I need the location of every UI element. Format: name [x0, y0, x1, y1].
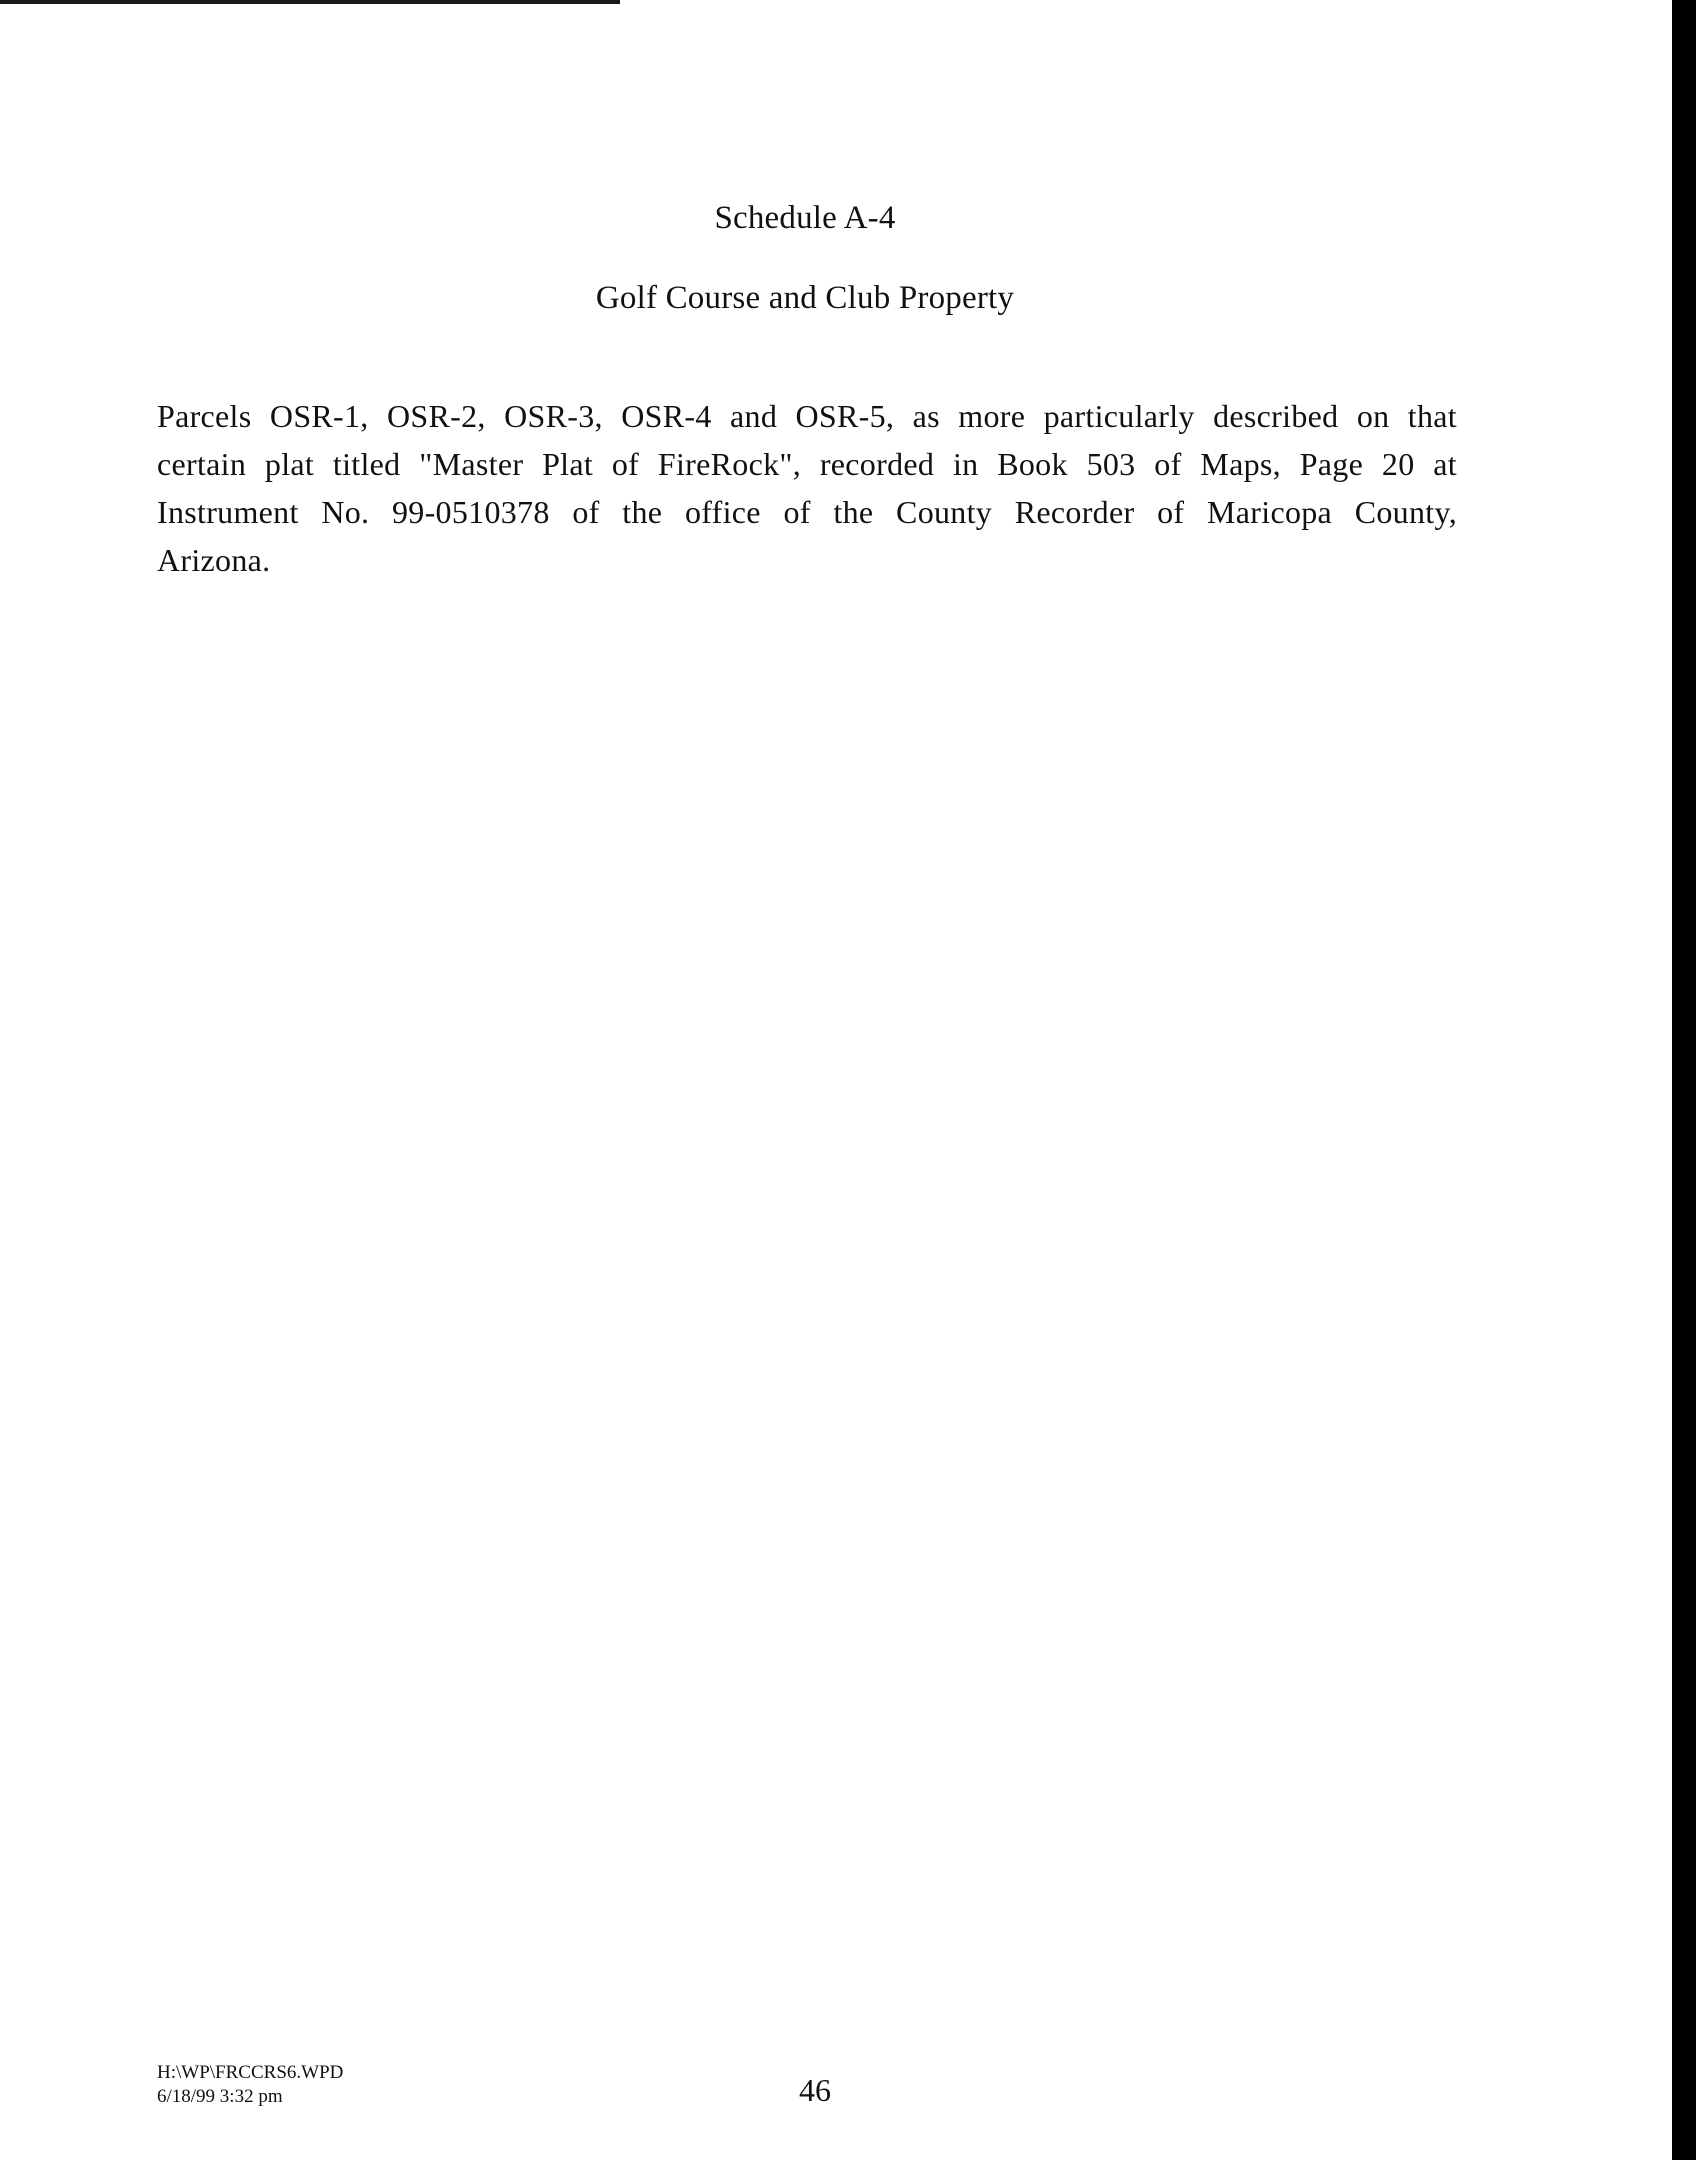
schedule-title: Golf Course and Club Property: [595, 280, 1015, 316]
description-line: Instrument No. 99-0510378 of the office of the County Recorder of Maricopa County,: [157, 494, 1457, 530]
scan-edge-top: [0, 0, 620, 4]
scan-edge-right: [1672, 0, 1696, 2160]
page-number: 46: [799, 2072, 831, 2108]
property-description: [157, 392, 1457, 584]
description-line: Arizona.: [157, 542, 271, 578]
footer-date-time: 6/18/99 3:32 pm: [157, 2086, 283, 2107]
schedule-label: Schedule A-4: [714, 200, 896, 236]
footer-file-path: H:\WP\FRCCRS6.WPD: [157, 2062, 344, 2083]
description-line: certain plat titled "Master Plat of FireRock", recorded in Book 503 of Maps, Page 20 at: [157, 446, 1457, 482]
description-line: Parcels OSR-1, OSR-2, OSR-3, OSR-4 and OSR-5, as more particularly described on that: [157, 398, 1457, 434]
